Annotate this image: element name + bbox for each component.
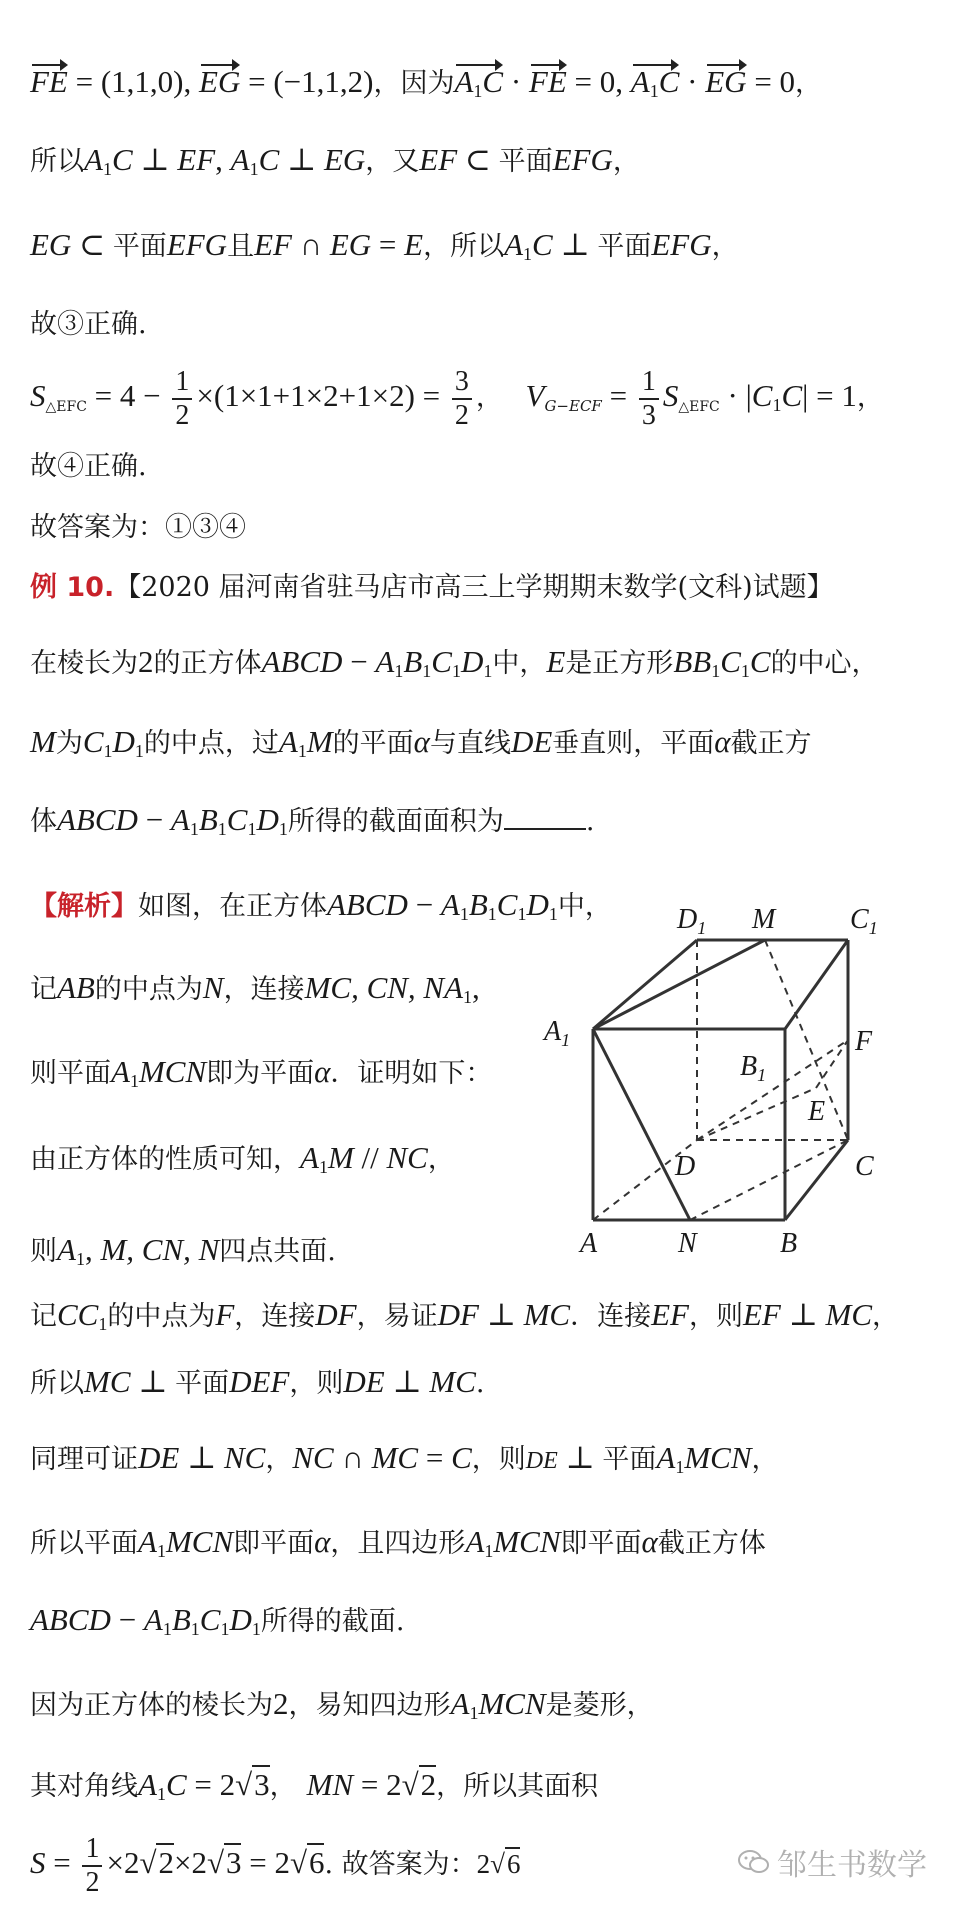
label-M: M xyxy=(752,904,776,935)
example-source: 【2020 届河南省驻马店市高三上学期期末数学(文科)试题】 xyxy=(114,572,834,603)
label-B1: $B_1$ xyxy=(740,1051,767,1085)
line-2: 所以$A_1C$ ⊥ EF, $A_1C$ ⊥ EG，又EF ⊂ 平面EFG， xyxy=(30,142,640,179)
solution-line-8: 同理可证DE ⊥ NC，NC ∩ MC = C，则DE ⊥ 平面$A_1MCN$， xyxy=(30,1440,779,1477)
line-7: 故答案为：①③④ xyxy=(30,512,246,543)
solution-line-4: 由正方体的性质可知，$A_1M$ // NC， xyxy=(30,1140,455,1177)
wechat-icon xyxy=(737,1848,771,1876)
solution-label: 【解析】 xyxy=(30,891,138,922)
example-label: 例 10. xyxy=(30,572,115,603)
question-line-3: 体ABCD − $A_1B_1C_1D_1$所得的截面面积为 . xyxy=(30,802,595,839)
cube-figure xyxy=(540,890,920,1260)
example-header xyxy=(30,568,834,608)
line-3: EG ⊂ 平面EFG且EF ∩ EG = E，所以$A_1C$ ⊥ 平面EFG， xyxy=(30,227,739,264)
watermark xyxy=(737,1840,927,1884)
solution-line-5: 则$A_1$, M, CN, N四点共面. xyxy=(30,1232,336,1269)
line-1: FE = (1,1,0), EG = (−1,1,2)，因为$A_1C$ · FE = 0, $A_1C$ · EG = 0， xyxy=(30,62,822,111)
solution-line-10: ABCD − $A_1B_1C_1D_1$所得的截面. xyxy=(30,1602,405,1639)
solution-line-13: S = $\frac{1}{2}$ ×2√2×2√3 = 2√6. 故答案为：2√6 xyxy=(30,1832,521,1898)
watermark-text: 邹生书数学 xyxy=(777,1848,927,1883)
solution-line-7: 所以MC ⊥ 平面DEF，则DE ⊥ MC. xyxy=(30,1364,485,1399)
question-line-1: 在棱长为2的正方体ABCD − $A_1B_1C_1D_1$中，E是正方形$BB_1C_1C$的中心， xyxy=(30,644,879,681)
line-5-formula: $S_{\triangle EFC} = 4$ − $\frac{1}{2}$ ×(1×1+1×2+1×2) = $\frac{3}{2}$ ， $V_{G-ECF}$ = $\frac{1}{3}$ $S_{\triangle EFC} \cdot |C_1C| = 1$， xyxy=(30,365,884,431)
answer-blank xyxy=(504,804,586,830)
question-line-2: M为$C_1D_1$的中点，过$A_1M$的平面α与直线DE垂直则，平面α截正方 xyxy=(30,724,812,761)
line-6: 故④正确. xyxy=(30,451,147,482)
line-4: 故③正确. xyxy=(30,309,147,340)
label-D: D xyxy=(675,1151,696,1182)
label-D1: $D_1$ xyxy=(677,904,707,938)
solution-line-2: 记AB的中点为N，连接MC, CN, $NA_1$, xyxy=(30,970,480,1007)
label-A1: $A_1$ xyxy=(544,1016,571,1050)
solution-line-12: 其对角线$A_1C = 2√3$， MN = 2√2，所以其面积 xyxy=(30,1767,599,1804)
solution-line-9: 所以平面$A_1MCN$即平面α，且四边形$A_1MCN$即平面α截正方体 xyxy=(30,1524,766,1561)
solution-line-6: 记$CC_1$的中点为F，连接DF，易证DF ⊥ MC．连接EF，则EF ⊥ MC， xyxy=(30,1297,900,1334)
label-C: C xyxy=(855,1151,874,1182)
label-E: E xyxy=(808,1096,826,1127)
label-F: F xyxy=(855,1026,873,1057)
label-C1: $C_1$ xyxy=(850,904,878,938)
label-B: B xyxy=(780,1228,798,1259)
solution-line-11: 因为正方体的棱长为2，易知四边形$A_1MCN$是菱形， xyxy=(30,1686,654,1723)
solution-line-3: 则平面$A_1MCN$即为平面α．证明如下： xyxy=(30,1054,493,1091)
label-N: N xyxy=(678,1228,697,1259)
label-A: A xyxy=(580,1228,598,1259)
solution-line-1: 【解析】如图，在正方体ABCD − $A_1B_1C_1D_1$中， xyxy=(30,887,612,924)
